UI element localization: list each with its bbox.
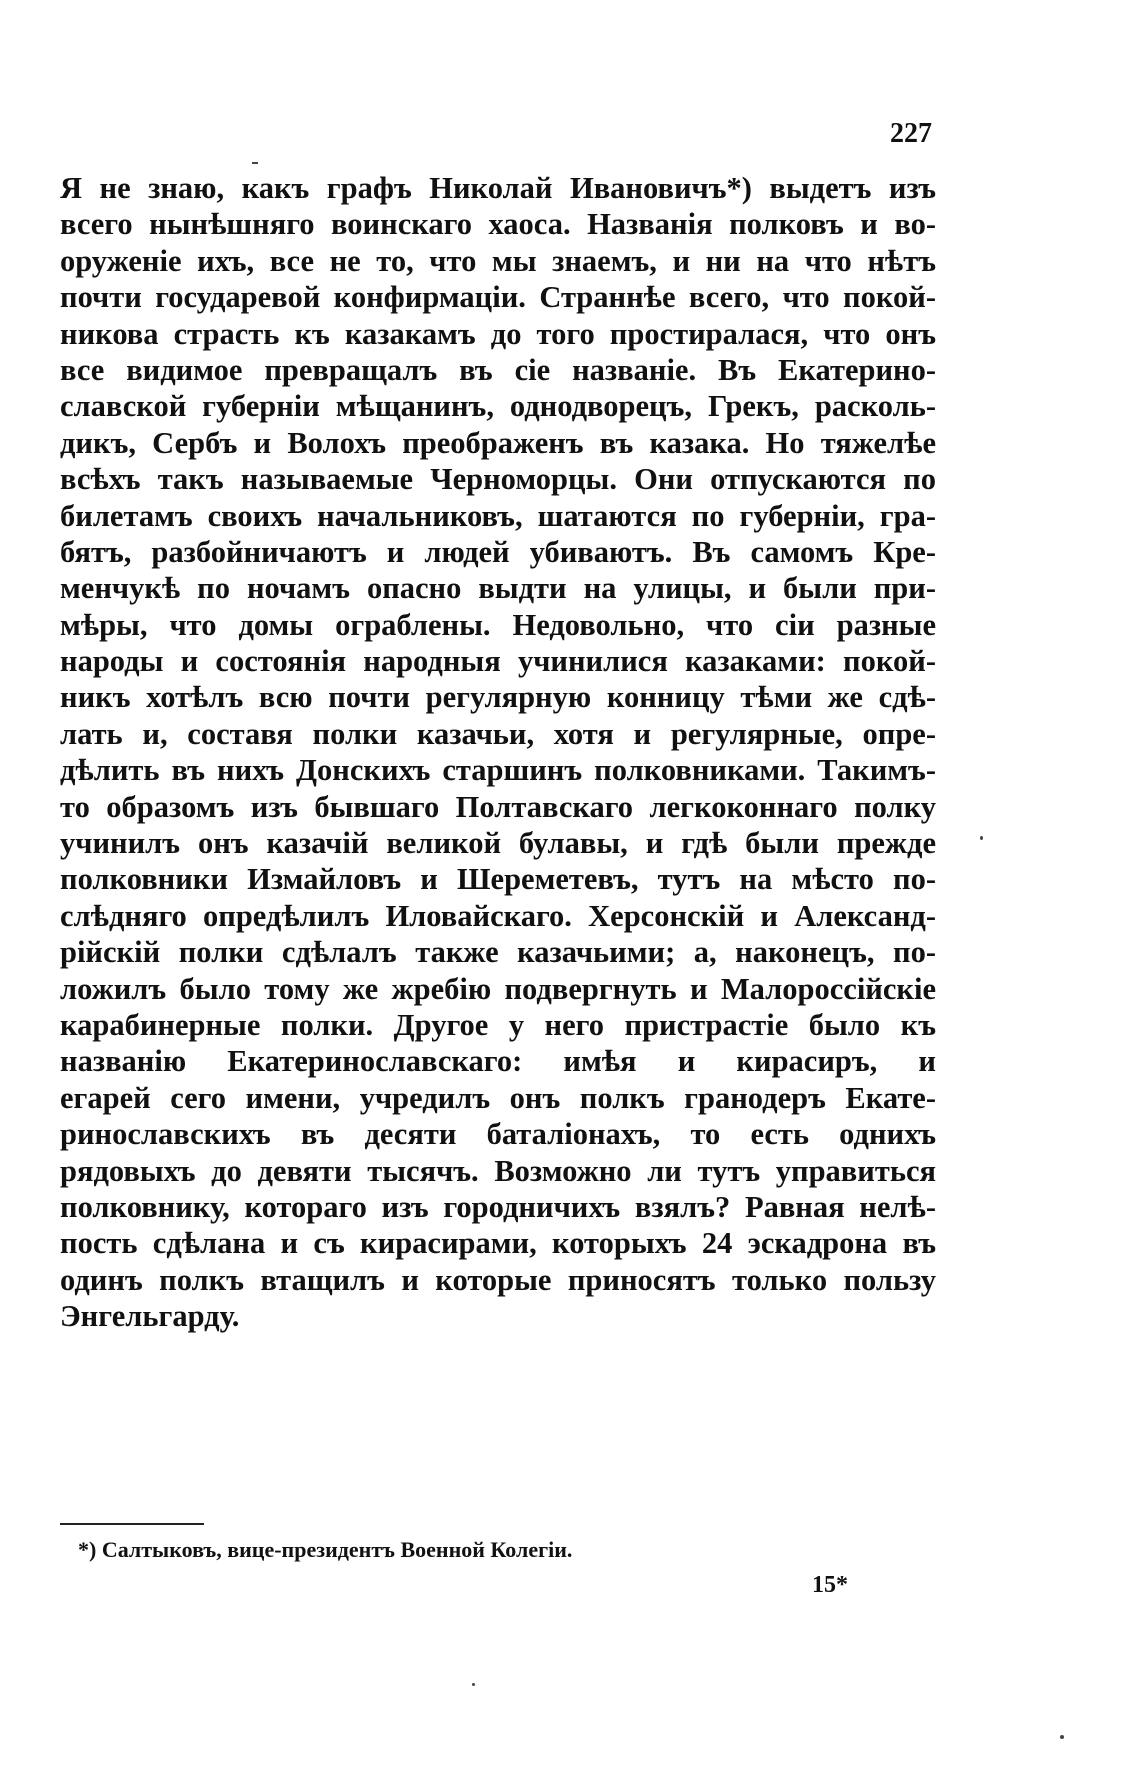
text-line: всѣхъ такъ называемые Черноморцы. Они отпускаются по bbox=[60, 462, 936, 497]
ink-speck bbox=[1060, 1735, 1064, 1739]
body-text bbox=[60, 170, 936, 1335]
page-number: 227 bbox=[890, 118, 932, 149]
text-line: пость сдѣлана и съ кирасирами, которыхъ 24 эскадрона въ bbox=[60, 1226, 936, 1261]
ink-speck bbox=[472, 1683, 475, 1686]
text-line: полковники Измайловъ и Шереметевъ, тутъ на мѣсто по- bbox=[60, 862, 936, 897]
text-line: ложилъ было тому же жребію подвергнуть и Малороссійскіе bbox=[60, 971, 936, 1006]
text-line: рядовыхъ до девяти тысячъ. Возможно ли тутъ управиться bbox=[60, 1153, 936, 1188]
signature-mark: 15* bbox=[812, 1572, 848, 1598]
text-line: славской губерніи мѣщанинъ, однодворецъ, Грекъ, расколь- bbox=[60, 389, 936, 424]
text-line: народы и состоянія народныя учинилися казаками: покой- bbox=[60, 644, 936, 679]
text-line: карабинерные полки. Другое у него пристрастіе было къ bbox=[60, 1007, 936, 1042]
text-line: дикъ, Сербъ и Волохъ преображенъ въ казака. Но тяжелѣе bbox=[60, 425, 936, 460]
text-line: билетамъ своихъ начальниковъ, шатаются по губерніи, гра- bbox=[60, 498, 936, 533]
ink-speck bbox=[980, 836, 983, 840]
text-line: учинилъ онъ казачій великой булавы, и гдѣ были прежде bbox=[60, 826, 936, 861]
text-line: никова страсть къ казакамъ до того простиралася, что онъ bbox=[60, 316, 936, 351]
text-line: лать и, составя полки казачьи, хотя и регулярные, опре- bbox=[60, 716, 936, 751]
text-line: бятъ, разбойничаютъ и людей убиваютъ. Въ самомъ Кре- bbox=[60, 534, 936, 569]
text-line: слѣдняго опредѣлилъ Иловайскаго. Херсонскій и Александ- bbox=[60, 898, 936, 933]
text-line: ринославскихъ въ десяти баталіонахъ, то есть однихъ bbox=[60, 1117, 936, 1152]
text-line: оруженіе ихъ, все не то, что мы знаемъ, и ни на что нѣтъ bbox=[60, 243, 936, 278]
text-line: то образомъ изъ бывшаго Полтавскаго легкоконнаго полку bbox=[60, 789, 936, 824]
text-line-last: Энгельгарду. bbox=[60, 1299, 240, 1334]
text-line: мѣры, что домы ограблены. Недовольно, что сіи разные bbox=[60, 607, 936, 642]
text-line: рійскій полки сдѣлалъ также казачьими; а, наконецъ, по- bbox=[60, 935, 936, 970]
text-line: полковнику, котораго изъ городничихъ взялъ? Равная нелѣ- bbox=[60, 1189, 936, 1224]
footnote: *) Салтыковъ, вице-президентъ Военной Колегіи. bbox=[78, 1537, 573, 1562]
text-line: Я не знаю, какъ графъ Николай Ивановичъ*) выдетъ изъ bbox=[60, 171, 936, 205]
ink-speck bbox=[252, 162, 258, 164]
text-line: дѣлить въ нихъ Донскихъ старшинъ полковниками. Такимъ- bbox=[60, 753, 936, 788]
text-line: названію Екатеринославскаго: имѣя и кирасиръ, и bbox=[60, 1044, 936, 1079]
text-line: никъ хотѣлъ всю почти регулярную конницу тѣми же сдѣ- bbox=[60, 680, 936, 715]
text-line: менчукѣ по ночамъ опасно выдти на улицы, и были при- bbox=[60, 571, 936, 606]
text-line: егарей сего имени, учредилъ онъ полкъ гранодеръ Екате- bbox=[60, 1080, 936, 1115]
text-line: одинъ полкъ втащилъ и которые приносятъ только пользу bbox=[60, 1262, 936, 1297]
text-line: всего нынѣшняго воинскаго хаоса. Названія полковъ и во- bbox=[60, 207, 936, 242]
text-line: все видимое превращалъ въ сіе названіе. Въ Екатерино- bbox=[60, 352, 936, 387]
footnote-divider bbox=[60, 1523, 204, 1525]
text-line: почти государевой конфирмаціи. Страннѣе всего, что покой- bbox=[60, 280, 936, 315]
